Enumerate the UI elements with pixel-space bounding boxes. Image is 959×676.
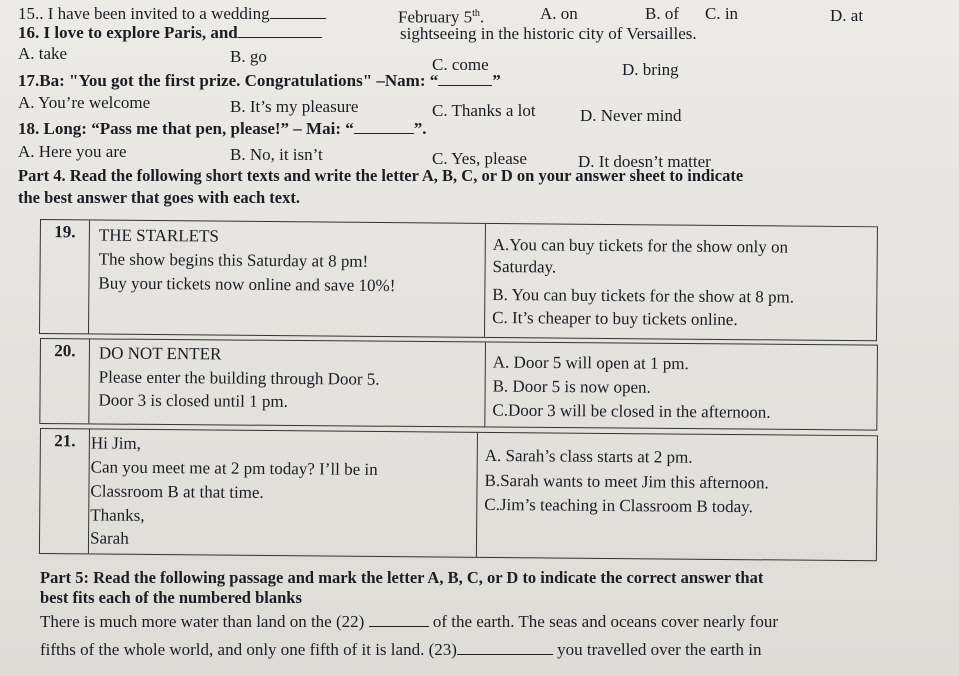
- box-20-divider: [484, 342, 486, 426]
- question-15-option-d[interactable]: D. at: [830, 6, 864, 25]
- question-18-stem: 18. Long: “Pass me that pen, please!” – Mai: “: [18, 119, 354, 138]
- passage-line-2: [40, 640, 762, 660]
- box-21-number: 21.: [40, 429, 90, 553]
- box-19-left-line-2: The show begins this Saturday at 8 pm!: [98, 249, 369, 271]
- question-18-option-d[interactable]: D. It doesn’t matter: [578, 152, 711, 171]
- question-16: [18, 23, 322, 43]
- question-15: [18, 4, 326, 24]
- question-17-blank[interactable]: [438, 85, 492, 86]
- box-21-left-line-1: Hi Jim,: [90, 433, 142, 453]
- question-18: 18. Long: “Pass me that pen, please!” – Mai: “ ”.: [18, 119, 427, 138]
- box-21-left-line-3: Classroom B at that time.: [90, 481, 264, 502]
- box-19-option-a[interactable]: A.You can buy tickets for the show only on: [492, 234, 789, 257]
- question-16-option-d[interactable]: D. bring: [622, 60, 679, 79]
- question-17-stem: 17.Ba: "You got the first prize. Congratulations" –Nam: “: [18, 71, 439, 90]
- box-20-number: 20.: [40, 339, 90, 423]
- question-box-21: [39, 428, 878, 561]
- box-20-option-b[interactable]: B. Door 5 is now open.: [492, 376, 651, 397]
- question-17: 17.Ba: "You got the first prize. Congratulations" –Nam: “ ”: [18, 71, 501, 90]
- box-19-option-b[interactable]: B. You can buy tickets for the show at 8 pm.: [492, 284, 795, 307]
- question-15-tail: February 5th.: [398, 7, 485, 27]
- question-16-option-a[interactable]: A. take: [18, 44, 68, 63]
- box-19-left-line-3: Buy your tickets now online and save 10%!: [98, 273, 396, 296]
- box-21-left-line-4: Thanks,: [90, 505, 145, 525]
- part-4-instruction-2: the best answer that goes with each text.: [18, 188, 300, 207]
- box-20-option-a[interactable]: A. Door 5 will open at 1 pm.: [492, 352, 689, 374]
- passage-line-1: [40, 612, 778, 632]
- box-21-left-line-5: Sarah: [89, 528, 129, 548]
- question-16-stem: 16. I love to explore Paris, and: [18, 23, 238, 42]
- box-19-left-line-1: THE STARLETS: [98, 225, 219, 246]
- question-16-option-b[interactable]: B. go: [230, 47, 267, 66]
- part-5-instruction: Part 5: Read the following passage and mark the letter A, B, C, or D to indicate the correct answer that: [40, 568, 764, 587]
- blank-23[interactable]: [457, 654, 553, 655]
- question-15-blank[interactable]: [270, 18, 326, 19]
- question-16-blank[interactable]: [238, 37, 322, 38]
- box-19-option-a-cont: Saturday.: [492, 256, 557, 277]
- blank-22[interactable]: [369, 626, 429, 627]
- question-15-option-b[interactable]: B. of: [645, 4, 679, 23]
- question-16-tail: sightseeing in the historic city of Versailles.: [400, 24, 697, 43]
- box-19-option-c[interactable]: C. It’s cheaper to buy tickets online.: [492, 307, 738, 330]
- box-21-divider: [476, 433, 478, 557]
- box-21-option-a[interactable]: A. Sarah’s class starts at 2 pm.: [484, 445, 693, 467]
- box-20-left-line-3: Door 3 is closed until 1 pm.: [98, 390, 288, 411]
- box-20-left-line-2: Please enter the building through Door 5.: [98, 367, 380, 389]
- question-box-19: [39, 219, 878, 341]
- question-17-option-a[interactable]: A. You’re welcome: [18, 93, 151, 112]
- question-18-blank[interactable]: [354, 133, 414, 134]
- part-4-instruction: Part 4. Read the following short texts and write the letter A, B, C, or D on your answer sheet to indicate: [18, 166, 744, 185]
- question-17-option-d[interactable]: D. Never mind: [580, 106, 682, 125]
- question-16-option-c[interactable]: C. come: [432, 55, 489, 74]
- question-15-option-c[interactable]: C. in: [705, 4, 739, 23]
- box-19-number: 19.: [40, 220, 90, 333]
- passage-line-2-start: fifths of the whole world, and only one fifth of it is land. (23): [40, 640, 457, 659]
- question-17-option-b[interactable]: B. It’s my pleasure: [230, 97, 359, 116]
- box-20-left-line-1: DO NOT ENTER: [98, 343, 222, 364]
- question-18-option-c[interactable]: C. Yes, please: [432, 149, 527, 168]
- passage-line-1-start: There is much more water than land on the (22): [40, 612, 365, 631]
- box-21-option-b[interactable]: B.Sarah wants to meet Jim this afternoon.: [484, 470, 769, 493]
- box-19-divider: [484, 224, 486, 337]
- part-5-instruction-2: best fits each of the numbered blanks: [40, 588, 302, 607]
- box-20-option-c[interactable]: C.Door 3 will be closed in the afternoon.: [492, 400, 771, 422]
- passage-line-2-end: you travelled over the earth in: [557, 640, 762, 659]
- question-15-option-a[interactable]: A. on: [540, 4, 578, 23]
- question-17-option-c[interactable]: C. Thanks a lot: [432, 101, 536, 120]
- question-box-20: [39, 338, 878, 431]
- box-21-left-line-2: Can you meet me at 2 pm today? I’ll be in: [90, 457, 378, 479]
- box-21-option-c[interactable]: C.Jim’s teaching in Classroom B today.: [484, 494, 753, 517]
- question-18-option-a[interactable]: A. Here you are: [18, 142, 127, 161]
- question-18-option-b[interactable]: B. No, it isn’t: [230, 145, 323, 164]
- passage-line-1-end: of the earth. The seas and oceans cover nearly four: [432, 612, 779, 631]
- question-15-stem: 15.. I have been invited to a wedding: [18, 4, 270, 23]
